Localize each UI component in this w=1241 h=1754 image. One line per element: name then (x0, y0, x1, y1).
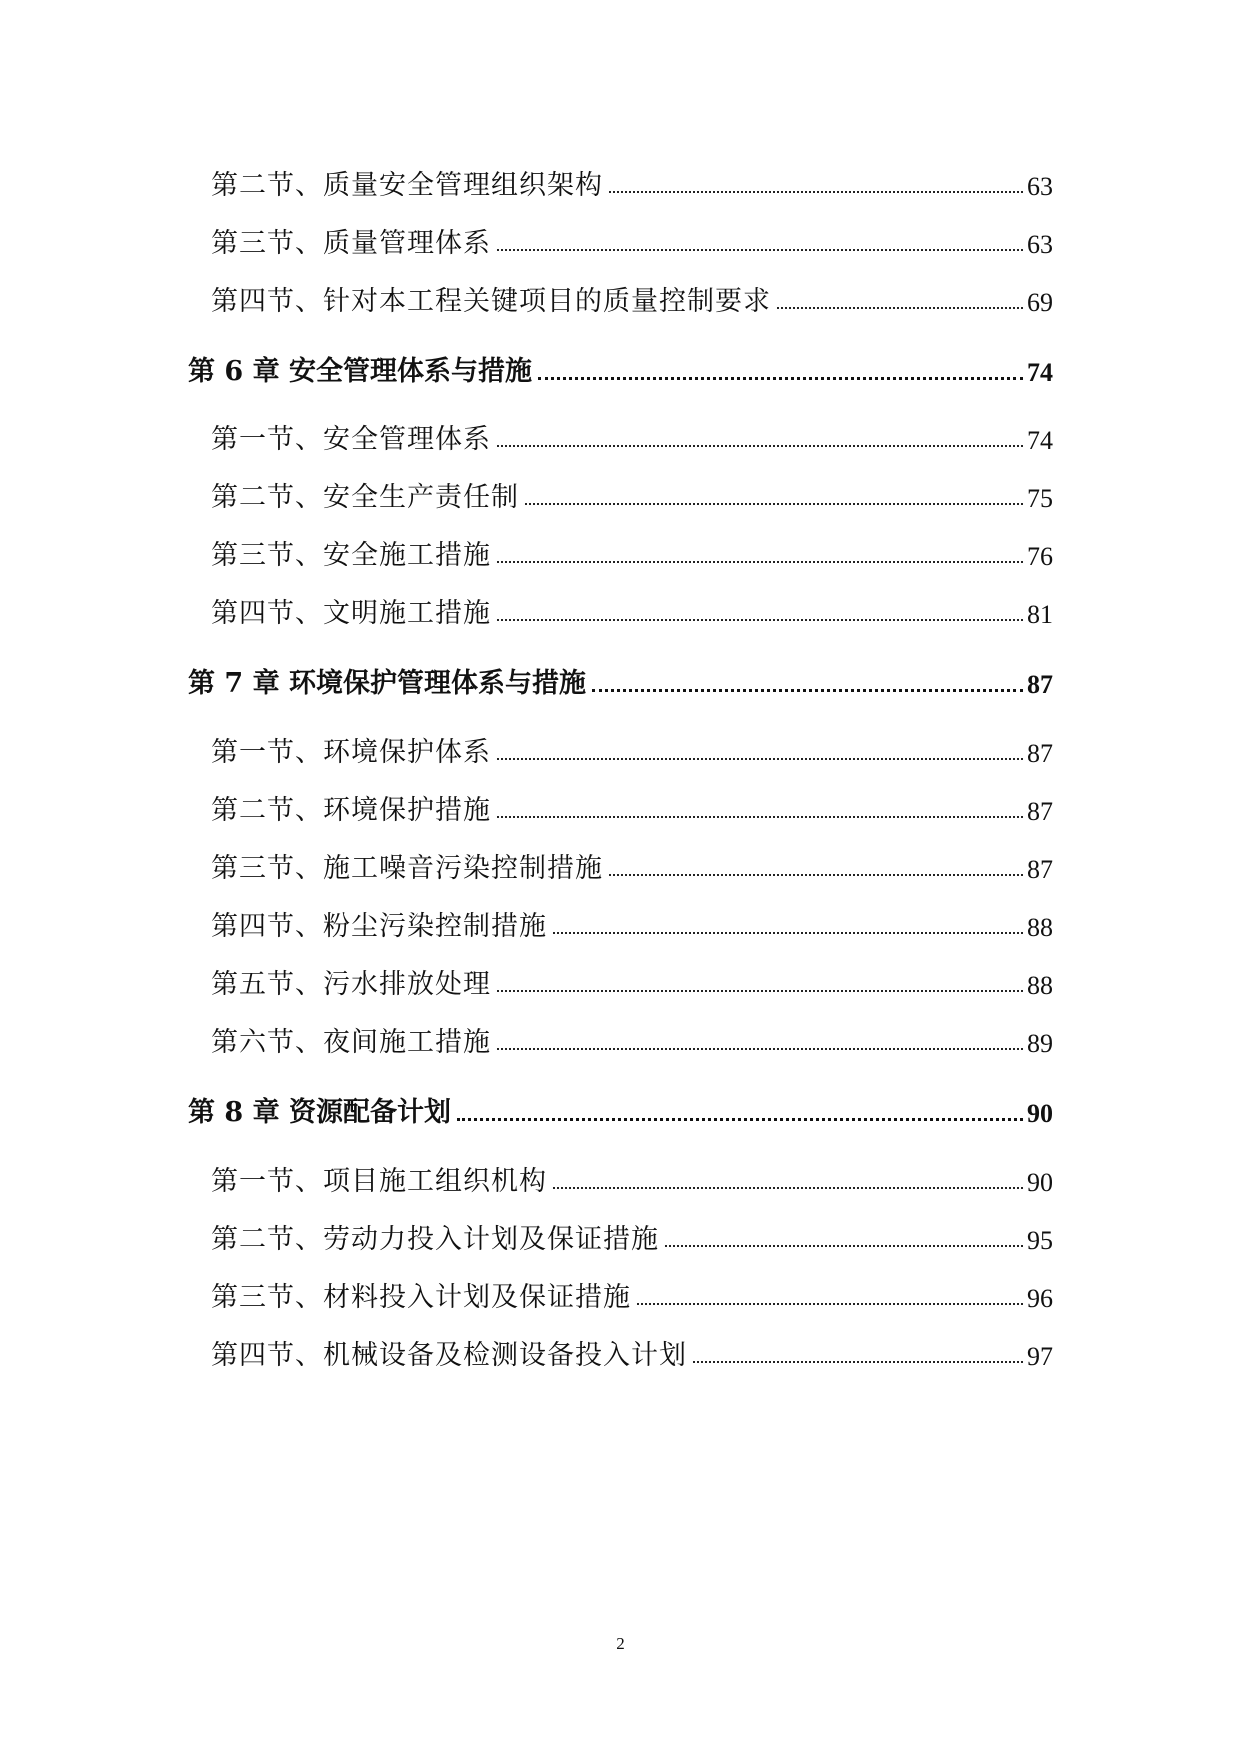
toc-entry-section[interactable] (211, 961, 1053, 1001)
toc-entry-title: 第四节、机械设备及检测设备投入计划 (211, 1340, 687, 1371)
dot-leader (665, 1245, 1023, 1247)
toc-entry-section[interactable] (211, 1019, 1053, 1059)
toc-entry-page: 75 (1027, 484, 1053, 513)
toc-entry-page: 97 (1027, 1342, 1053, 1371)
toc-entry-title: 第二节、环境保护措施 (211, 795, 491, 826)
dot-leader (497, 1048, 1023, 1050)
toc-entry-page: 90 (1027, 1099, 1053, 1128)
toc-entry-section[interactable] (211, 162, 1053, 202)
dot-leader (525, 503, 1023, 505)
dot-leader (497, 816, 1023, 818)
toc-entry-page: 74 (1027, 426, 1053, 455)
toc-entry-chapter[interactable] (188, 1089, 1053, 1129)
dot-leader (497, 758, 1023, 760)
toc-entry-title: 第三节、施工噪音污染控制措施 (211, 853, 603, 884)
toc-entry-page: 74 (1027, 358, 1053, 387)
toc-entry-page: 95 (1027, 1226, 1053, 1255)
toc-entry-page: 63 (1027, 230, 1053, 259)
toc-entry-title: 第六节、夜间施工措施 (211, 1027, 491, 1058)
toc-entry-page: 69 (1027, 288, 1053, 317)
toc-entry-title: 第一节、项目施工组织机构 (211, 1166, 547, 1197)
toc-entry-title: 第四节、文明施工措施 (211, 598, 491, 629)
dot-leader (592, 689, 1023, 692)
dot-leader (553, 932, 1023, 934)
dot-leader (497, 445, 1023, 447)
toc-entry-title: 第五节、污水排放处理 (211, 969, 491, 1000)
dot-leader (497, 561, 1023, 563)
dot-leader (553, 1187, 1023, 1189)
toc-entry-section[interactable] (211, 1158, 1053, 1198)
toc-entry-title: 第二节、质量安全管理组织架构 (211, 170, 603, 201)
toc-entry-section[interactable] (211, 590, 1053, 630)
dot-leader (637, 1303, 1023, 1305)
dot-leader (497, 619, 1023, 621)
toc-entry-page: 81 (1027, 600, 1053, 629)
toc-entry-title: 第二节、劳动力投入计划及保证措施 (211, 1224, 659, 1255)
toc-entry-page: 87 (1027, 855, 1053, 884)
toc-entry-page: 90 (1027, 1168, 1053, 1197)
toc-entry-chapter[interactable] (188, 660, 1053, 700)
dot-leader (497, 990, 1023, 992)
toc-entry-chapter[interactable] (188, 348, 1053, 388)
toc-entry-page: 76 (1027, 542, 1053, 571)
toc-entry-page: 88 (1027, 913, 1053, 942)
toc-entry-title: 第 7 章 环境保护管理体系与措施 (188, 668, 586, 699)
toc-entry-title: 第四节、粉尘污染控制措施 (211, 911, 547, 942)
toc-entry-page: 87 (1027, 739, 1053, 768)
toc-entry-section[interactable] (211, 474, 1053, 514)
dot-leader (777, 307, 1023, 309)
toc-entry-title: 第二节、安全生产责任制 (211, 482, 519, 513)
toc-entry-section[interactable] (211, 532, 1053, 572)
toc-entry-title: 第 6 章 安全管理体系与措施 (188, 356, 532, 387)
toc-entry-section[interactable] (211, 1332, 1053, 1372)
toc-entry-page: 96 (1027, 1284, 1053, 1313)
toc-entry-section[interactable] (211, 787, 1053, 827)
dot-leader (693, 1361, 1023, 1363)
toc-entry-page: 89 (1027, 1029, 1053, 1058)
toc-entry-page: 88 (1027, 971, 1053, 1000)
toc-entry-page: 87 (1027, 797, 1053, 826)
toc-entry-title: 第三节、安全施工措施 (211, 540, 491, 571)
toc-entry-title: 第四节、针对本工程关键项目的质量控制要求 (211, 286, 771, 317)
toc-entry-page: 63 (1027, 172, 1053, 201)
dot-leader (538, 377, 1023, 380)
toc-entry-section[interactable] (211, 903, 1053, 943)
dot-leader (609, 191, 1023, 193)
page-number: 2 (616, 1634, 625, 1653)
toc-entry-page: 87 (1027, 670, 1053, 699)
toc-entry-section[interactable] (211, 1216, 1053, 1256)
toc-entry-title: 第一节、环境保护体系 (211, 737, 491, 768)
toc-entry-section[interactable] (211, 416, 1053, 456)
toc-entry-section[interactable] (211, 845, 1053, 885)
toc-entry-title: 第三节、质量管理体系 (211, 228, 491, 259)
toc-entry-section[interactable] (211, 729, 1053, 769)
dot-leader (457, 1118, 1023, 1121)
dot-leader (497, 249, 1023, 251)
toc-entry-title: 第一节、安全管理体系 (211, 424, 491, 455)
toc-entry-section[interactable] (211, 220, 1053, 260)
dot-leader (609, 874, 1023, 876)
toc-entry-section[interactable] (211, 1274, 1053, 1314)
toc-entry-section[interactable] (211, 278, 1053, 318)
toc-entry-title: 第三节、材料投入计划及保证措施 (211, 1282, 631, 1313)
toc-entry-title: 第 8 章 资源配备计划 (188, 1097, 451, 1128)
